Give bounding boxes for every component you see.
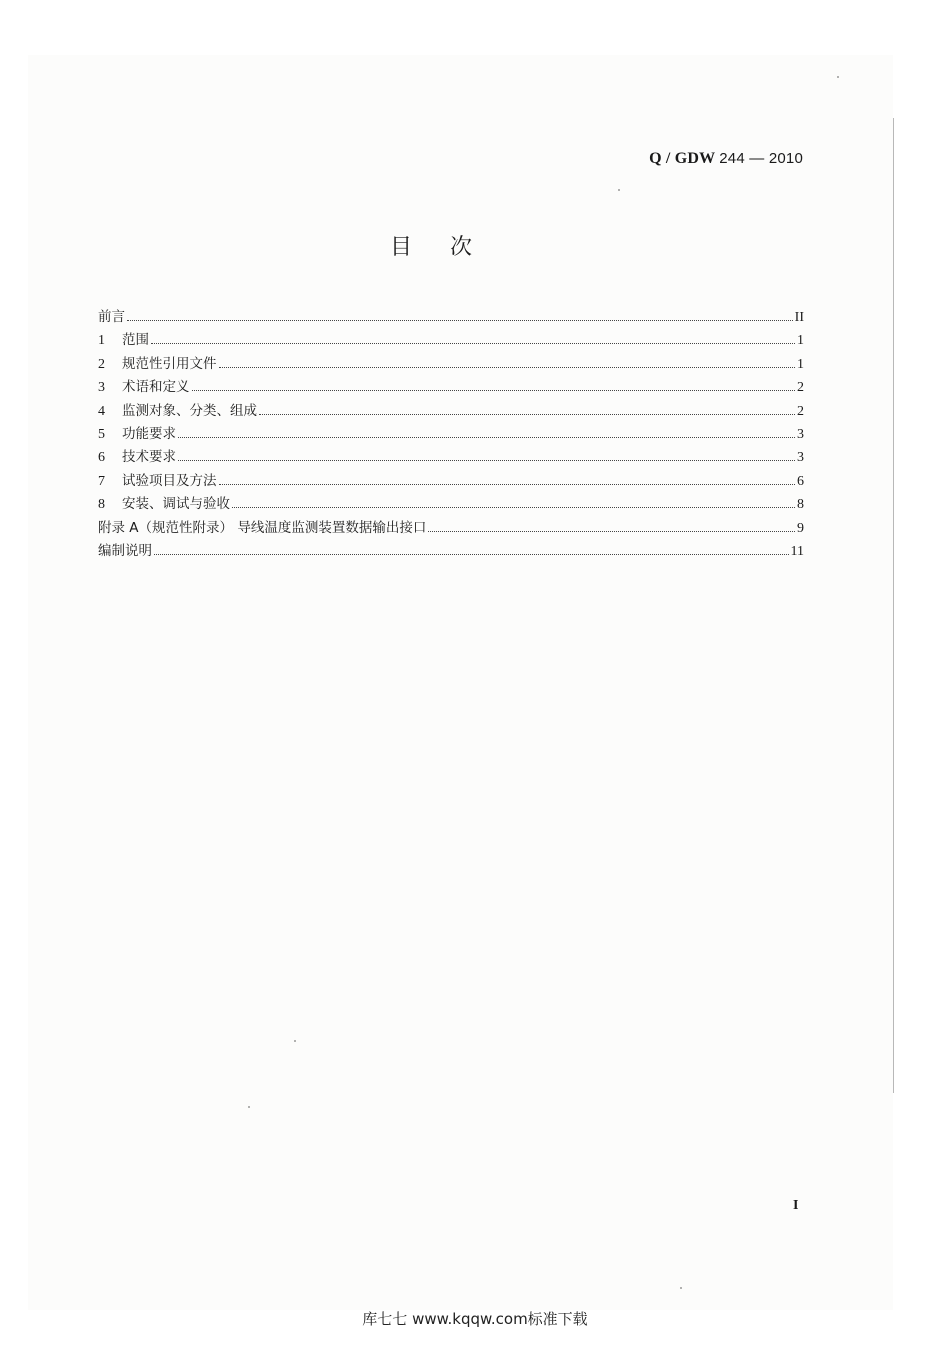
toc-entry-label: 功能要求 — [122, 425, 176, 442]
toc-entry-foreword[interactable] — [98, 306, 804, 329]
toc-entry-page: 1 — [797, 356, 804, 372]
toc-entry-page: 2 — [797, 403, 804, 419]
toc-leader-dots — [259, 413, 795, 415]
standard-number — [649, 150, 803, 168]
toc-entry-number: 5 — [98, 426, 105, 442]
toc-entry-page: 3 — [797, 426, 804, 442]
toc-leader-dots — [154, 553, 789, 555]
toc-entry-8[interactable] — [98, 493, 804, 516]
scan-speck — [837, 76, 839, 78]
toc-entry-5[interactable] — [98, 423, 804, 446]
page-number: I — [793, 1198, 799, 1213]
standard-prefix: Q / GDW — [649, 150, 720, 167]
toc-entry-2[interactable] — [98, 353, 804, 376]
toc-entry-page: 6 — [797, 473, 804, 489]
toc-leader-dots — [192, 389, 796, 391]
toc-entry-number: 8 — [98, 497, 105, 513]
toc-entry-label: 范围 — [122, 332, 149, 349]
scan-speck — [618, 189, 620, 191]
toc-leader-dots — [219, 366, 796, 368]
toc-entry-compilation-notes[interactable] — [98, 540, 804, 563]
toc-entry-page: 8 — [797, 497, 804, 513]
toc-leader-dots — [178, 436, 795, 438]
toc-leader-dots — [127, 319, 793, 321]
toc-entry-appendix-a[interactable] — [98, 517, 804, 540]
scan-speck — [680, 1287, 682, 1289]
toc-entry-7[interactable] — [98, 470, 804, 493]
toc-entry-label: 前言 — [98, 309, 125, 325]
toc-entry-number: 7 — [98, 473, 105, 489]
toc-entry-number: 6 — [98, 450, 105, 466]
toc-entry-6[interactable] — [98, 446, 804, 469]
toc-entry-page: II — [794, 310, 804, 325]
toc-entry-4[interactable] — [98, 400, 804, 423]
toc-entry-3[interactable] — [98, 376, 804, 399]
toc-entry-number: 1 — [98, 333, 105, 349]
toc-entry-label: 试验项目及方法 — [122, 472, 217, 489]
toc-entry-page: 2 — [797, 380, 804, 396]
toc-leader-dots — [219, 483, 796, 485]
scan-speck — [294, 1040, 296, 1042]
footer-watermark: 库七七 www.kqqw.com标准下载 — [362, 1310, 588, 1328]
toc-entry-page: 11 — [790, 543, 804, 559]
standard-number-value: 244 — 2010 — [719, 150, 803, 167]
page-edge-line — [893, 118, 894, 1093]
toc-entry-label: 术语和定义 — [122, 379, 190, 396]
toc-leader-dots — [428, 530, 795, 532]
toc-entry-label: 技术要求 — [122, 449, 176, 466]
toc-leader-dots — [151, 342, 795, 344]
toc-entry-label: 附录 A（规范性附录） 导线温度监测装置数据输出接口 — [98, 519, 427, 536]
toc-entry-label: 编制说明 — [98, 542, 152, 559]
toc-title: 目次 — [389, 235, 510, 260]
toc-entry-page: 9 — [797, 520, 804, 536]
scan-speck — [248, 1106, 250, 1108]
toc-leader-dots — [232, 506, 795, 508]
toc-entry-label: 监测对象、分类、组成 — [122, 402, 257, 419]
toc-leader-dots — [178, 459, 795, 461]
toc-entry-number: 3 — [98, 380, 105, 396]
toc-entry-page: 3 — [797, 450, 804, 466]
toc-entry-number: 2 — [98, 356, 105, 372]
toc-entry-1[interactable] — [98, 329, 804, 352]
table-of-contents — [98, 306, 804, 563]
toc-entry-label: 规范性引用文件 — [122, 355, 217, 372]
toc-entry-number: 4 — [98, 403, 105, 419]
toc-entry-page: 1 — [797, 333, 804, 349]
toc-entry-label: 安装、调试与验收 — [122, 496, 230, 513]
